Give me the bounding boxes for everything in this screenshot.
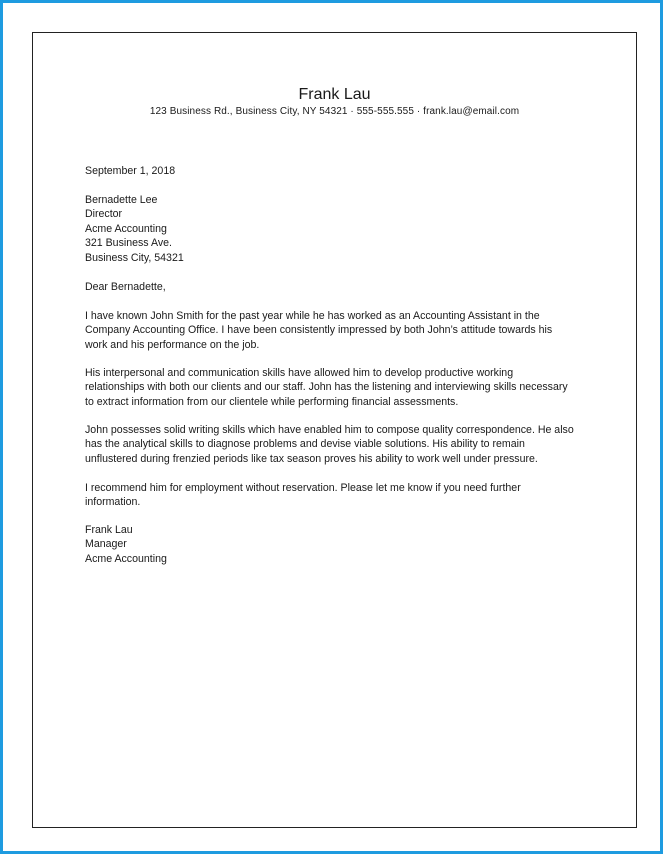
paragraph-line: relationships with both our clients and our staff. John has the listening and interviewing skills necessary <box>85 381 568 394</box>
paragraph-line: unflustered during frenzied periods like tax season proves his ability to work well under pressure. <box>85 452 538 465</box>
recipient-name: Bernadette Lee <box>85 194 158 206</box>
signature-title: Manager <box>85 538 127 551</box>
signature-name: Frank Lau <box>85 524 133 536</box>
paragraph-line: information. <box>85 496 141 509</box>
salutation: Dear Bernadette, <box>85 281 166 293</box>
sender-name: Frank Lau <box>298 86 371 103</box>
letter-date: September 1, 2018 <box>85 165 176 177</box>
paragraph-4 <box>85 481 585 510</box>
signature-company: Acme Accounting <box>85 552 167 565</box>
recipient-street: 321 Business Ave. <box>85 237 172 250</box>
paragraph-line: His interpersonal and communication skills have allowed him to develop productive working <box>85 367 514 379</box>
recipient-company: Acme Accounting <box>85 222 167 235</box>
paragraph-line: to extract information from our clientele while performing financial assessments. <box>85 395 459 408</box>
paragraph-line: Company Accounting Office. I have been consistently impressed by both John’s attitude towards his <box>85 324 553 337</box>
paragraph-line: work and his performance on the job. <box>85 338 260 351</box>
recipient-title: Director <box>85 208 123 221</box>
recipient-city: Business City, 54321 <box>85 251 184 264</box>
recipient-address-block <box>85 193 585 265</box>
paragraph-line: I have known John Smith for the past year while he has worked as an Accounting Assistant in the <box>85 310 540 322</box>
paragraph-line: I recommend him for employment without reservation. Please let me know if you need further <box>85 482 521 494</box>
sender-contact-line: 123 Business Rd., Business City, NY 54321 · 555-555.555 · frank.lau@email.com <box>149 106 520 117</box>
paragraph-line: John possesses solid writing skills which have enabled him to compose quality correspondence. He also <box>85 424 574 436</box>
letter-page <box>32 32 637 828</box>
paragraph-line: has the analytical skills to diagnose problems and devise viable solutions. His ability to remain <box>85 438 525 451</box>
signature-block <box>85 523 585 566</box>
paragraph-3 <box>85 423 585 466</box>
paragraph-1 <box>85 309 585 352</box>
paragraph-2 <box>85 366 585 409</box>
